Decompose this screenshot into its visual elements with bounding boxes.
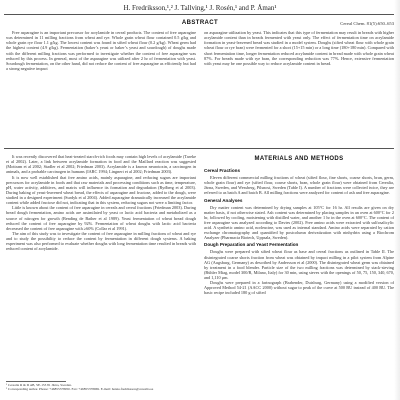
subhead-general-analyses: General Analyses (204, 197, 243, 203)
intro-paragraph-3: Little is known about the content of free asparagine in cereals and cereal fractions (Friedman 2003). During bread dough fermentation, amino acids are assimilated by yeast or lactic acid bacteria and metabolized as a source of nitrogen for growth (Bending de Bather et al 1989). Yeast fermentation of wheat bread dough reduced the content of free asparagine by 92%. Fermentation of wheat doughs with lactic acid bacteria decreased the content of free asparagine with ≥60% (Collar et al 1991). (6, 205, 196, 231)
abstract-right-column (204, 30, 394, 108)
intro-column (6, 154, 196, 378)
abstract-heading: ABSTRACT (181, 20, 219, 26)
methods-heading: MATERIALS AND METHODS (254, 156, 344, 162)
abstract-left-text: Free asparagine is an important precursor for acrylamide in cereal products. The content of free asparagine was determined in 11 milling fractions from wheat and rye. Whole grain wheat flour contained 0.5 g/kg and whole grain rye flour 1.1 g/kg. The lowest content was found in sifted wheat flour (0.2 g/kg). Wheat germ had the highest content (4.9 g/kg). Fermentation (baker’s yeast or baker’s yeast and sourdough) of doughs made with the different milling fractions was performed to investigate whether the content of free asparagine was reduced by this process. In general, most of the asparagine was utilized after 2 hr of fermentation with yeast. Sourdough fermentation, on the other hand, did not reduce the content of free asparagine as efficiently but had a strong negative impact (6, 30, 196, 71)
page-edge-shadow (394, 0, 400, 400)
footnote-affiliation: ¹ Cerealia R & D AB, SE-153 81 Järna, Sweden. (6, 383, 72, 387)
author-line: H. Fredriksson,¹,² J. Tallving,¹ J. Rosén,¹ and P. Åman¹ (123, 4, 277, 12)
intro-paragraph-1: It was recently discovered that heat-treated starch-rich foods may contain high levels of acrylamide (Tareke et al 2002). Later, a link between acrylamide formation in food and the Maillard reaction was suggested (Mottram et al 2002; Stadler et al 2002; Friedman 2003). Acrylamide is a known neurotoxin, a carcinogen in animals, and a probable carcinogen in humans (IARC 1994; Lingnert et al 2002; Friedman 2003). (6, 154, 196, 175)
intro-paragraph-2: It is now well established that free amino acids, mainly asparagine, and reducing sugars are important precursors for acrylamide in foods and that raw materials and processing conditions such as time, temperature, pH, water activity, additives, and matrix will influence its formation and degradation (Rydberg et al 2003). During baking of yeast-leavened wheat bread, the effects of asparagine and fructose, added to the dough, were studied in a designed experiment (Surdyk et al 2004). Added asparagine dramatically increased the acrylamide content while added fructose did not, indicating that in this system, reducing sugars not were a limiting factor. (6, 174, 196, 206)
dough-preparation-text-2: Doughs were prepared in a farinograph (Brabender, Duisburg, Germany) using a modified version of Approved Method 54-21 (AACC 2000) without sugar to peak of the curve at 500 BU instead of 400 BU. The basic recipe included 180 g of sifted (204, 280, 394, 296)
abstract-left-column (6, 30, 196, 108)
abstract-rule (4, 148, 396, 149)
subhead-dough-preparation: Dough Preparation and Yeast Fermentation (204, 242, 299, 248)
cereal-fractions-text: Eleven different commercial milling fractions of wheat (sifted flour, fine shorts, coarse shorts, bran, germ, whole grain flour) and rye (sifted flour, coarse shorts, bran, whole grain flour) were obtained from Cerealia, Järna, Sweden, and Wessberg, Pilsnost, Sweden (Table I). A number of fractions were collected twice, they are referred to as batch A and batch B. All milling fractions were analyzed for content of ash and free asparagine. (204, 175, 394, 196)
footnote-rule (6, 381, 66, 382)
header-rule (4, 14, 396, 15)
methods-column (204, 166, 394, 398)
footnote-corresponding-author: ² Corresponding author. Phone: +46855378950. Fax: +46855378969. E-mail: hanna.fredriksson@cerealia.se (6, 387, 154, 392)
abstract-right-text: on asparagine utilization by yeast. This indicates that this type of fermentation may result in breads with higher acrylamide content than in breads fermented with yeast only. The effect of fermentation time on acrylamide formation in yeast-leavened bread was studied in a model system. Doughs (sifted wheat flour with whole grain wheat flour or rye bran) were fermented for a short (15+15 min) or a long time (180+180 min). Compared with short fermentation time, longer fermentation reduced acrylamide content in bread made with whole grain wheat 87%. For breads made with rye bran, the corresponding reduction was 77%. Hence, extensive fermentation with yeast may be one possible way to reduce acrylamide content in bread. (204, 30, 394, 66)
subhead-cereal-fractions: Cereal Fractions (204, 168, 240, 173)
journal-citation: Cereal Chem. 81(5):650–653 (340, 21, 394, 26)
dough-preparation-text: Doughs were prepared with sifted wheat flour as base and cereal fractions as outlined in Table II. The disintegrated coarse shorts fraction from wheat was obtained by impact milling in a pilot system from Alpine AG (Augsburg, Germany) as described by Andersson et al (2000). The disintegrated wheat germ was obtained by treatment in a food blender. Particle size of the two milling fractions was determined by stack-sieving (Bühler Miag, model 300/B, Milano, Italy) for 30 min, using sieves with the openings of 50, 75, 150, 340, 670, and 1,110 µm. (204, 249, 394, 280)
intro-paragraph-4: The aim of this study was to investigate the content of free asparagine in milling fractions of wheat and rye and to study the possibility to reduce the content by fermentation in different dough systems. A baking experiment was also performed to evaluate whether doughs with long fermentation time resulted in breads with reduced content of acrylamide. (6, 230, 196, 252)
general-analyses-text: Dry matter content was determined by drying samples at 105°C for 16 hr. All results are given on dry matter basis, if not otherwise stated. Ash content was determined by placing samples in an oven at 600°C for 2 hr, followed by cooling, moistening with distilled water, and another 1 hr in the oven at 600°C. The content of free asparagine was analyzed according to Davies (2002). Free amino acids were extracted with sulfosalicylic acid. A synthetic amino acid, norleucine, was used as internal standard. Amino acids were separated by cation exchange chromatography and quantified by postcolumn derivatization with ninhydrin using a Biochrom Analyzer (Pharmacia Biotech, Uppsala, Sweden). (204, 204, 394, 241)
footnotes (6, 383, 198, 399)
